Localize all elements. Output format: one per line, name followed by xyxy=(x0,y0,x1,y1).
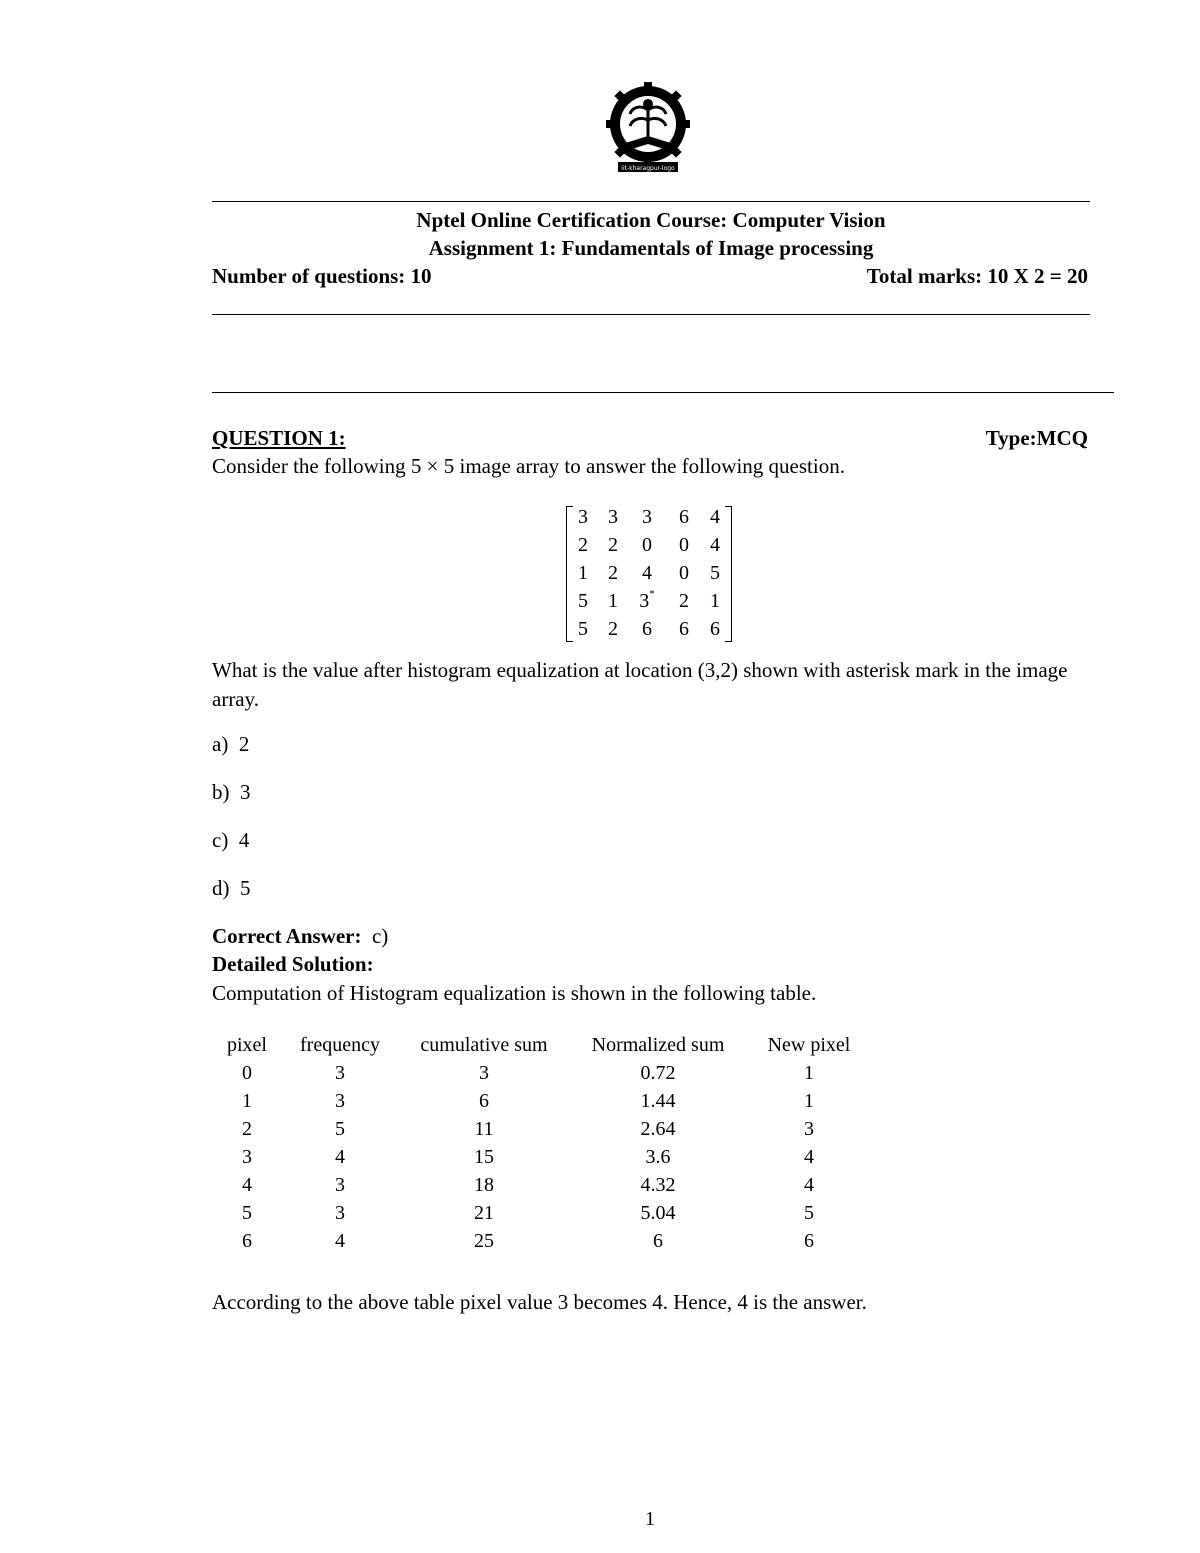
table-cell: 0.72 xyxy=(640,1062,676,1084)
table-header-cell: New pixel xyxy=(767,1034,851,1056)
table-cell: 1.44 xyxy=(640,1090,676,1112)
option-a xyxy=(212,732,249,757)
number-of-questions: Number of questions: 10 xyxy=(212,264,432,288)
correct-answer-value: c) xyxy=(371,924,389,948)
matrix-cell: 4 xyxy=(710,534,720,556)
header-bottom-rule xyxy=(212,314,1090,315)
total-marks: Total marks: 10 X 2 = 20 xyxy=(866,264,1088,288)
table-cell: 15 xyxy=(474,1146,494,1168)
matrix-cell: 0 xyxy=(679,534,689,556)
table-cell: 6 xyxy=(653,1230,663,1252)
matrix-row xyxy=(566,562,732,590)
question-title: QUESTION 1: xyxy=(212,426,346,450)
table-cell: 1 xyxy=(804,1062,814,1084)
matrix-cell-marked xyxy=(632,590,662,613)
table-cell: 1 xyxy=(804,1090,814,1112)
table-row xyxy=(212,1118,912,1146)
table-cell: 18 xyxy=(474,1174,494,1196)
option-c xyxy=(212,828,249,853)
matrix-cell: 0 xyxy=(642,534,652,556)
option-value: 2 xyxy=(238,732,250,756)
matrix-cell: 0 xyxy=(679,562,689,584)
option-label: b) xyxy=(212,780,230,804)
matrix-cell: 1 xyxy=(608,590,618,612)
option-label: d) xyxy=(212,876,230,900)
table-cell: 4 xyxy=(242,1174,252,1196)
table-cell: 3 xyxy=(335,1174,345,1196)
table-cell: 3 xyxy=(479,1062,489,1084)
matrix-cell: 3 xyxy=(642,506,652,528)
table-cell: 0 xyxy=(242,1062,252,1084)
option-value: 4 xyxy=(238,828,250,852)
table-cell: 5.04 xyxy=(640,1202,676,1224)
table-header-cell: pixel xyxy=(227,1034,267,1056)
table-row xyxy=(212,1090,912,1118)
table-cell: 3 xyxy=(335,1202,345,1224)
matrix-cell: 1 xyxy=(578,562,588,584)
question-type: Type:MCQ xyxy=(985,426,1088,450)
assignment-title: Assignment 1: Fundamentals of Image processing xyxy=(428,236,874,260)
table-header-cell: Normalized sum xyxy=(591,1034,725,1056)
question-prompt: What is the value after histogram equalization at location (3,2) shown with asterisk mark in the image array. xyxy=(212,658,1068,711)
table-cell: 5 xyxy=(242,1202,252,1224)
conclusion: According to the above table pixel value 3 becomes 4. Hence, 4 is the answer. xyxy=(212,1290,867,1314)
matrix-cell: 2 xyxy=(608,618,618,640)
matrix-cell: 2 xyxy=(679,590,689,612)
matrix-cell: 5 xyxy=(578,618,588,640)
image-array-matrix xyxy=(566,504,732,642)
solution-intro: Computation of Histogram equalization is shown in the following table. xyxy=(212,981,817,1005)
option-value: 5 xyxy=(240,876,251,900)
matrix-cell: 6 xyxy=(679,618,689,640)
table-cell: 3 xyxy=(242,1146,252,1168)
header-top-rule xyxy=(212,201,1090,202)
matrix-cell: 4 xyxy=(710,506,720,528)
institute-logo-icon xyxy=(600,82,696,174)
page-number: 1 xyxy=(645,1508,655,1530)
table-cell: 21 xyxy=(474,1202,494,1224)
option-label: a) xyxy=(212,732,229,756)
table-cell: 11 xyxy=(474,1118,494,1140)
table-cell: 4 xyxy=(804,1174,814,1196)
matrix-row xyxy=(566,618,732,646)
table-cell: 2.64 xyxy=(640,1118,676,1140)
option-label: c) xyxy=(212,828,229,852)
table-cell: 4 xyxy=(335,1230,345,1252)
question-separator xyxy=(212,392,1114,393)
table-header-cell: cumulative sum xyxy=(420,1034,548,1056)
asterisk-mark: * xyxy=(649,588,655,601)
matrix-cell: 1 xyxy=(710,590,720,612)
matrix-cell-value: 3 xyxy=(639,590,650,612)
option-b xyxy=(212,780,251,805)
table-row xyxy=(212,1146,912,1174)
table-header-row xyxy=(212,1034,912,1062)
matrix-row xyxy=(566,590,732,618)
table-row xyxy=(212,1174,912,1202)
table-cell: 4 xyxy=(335,1146,345,1168)
table-cell: 25 xyxy=(474,1230,494,1252)
table-cell: 4 xyxy=(804,1146,814,1168)
correct-answer-label: Correct Answer: xyxy=(212,924,362,948)
table-cell: 3 xyxy=(335,1090,345,1112)
table-cell: 2 xyxy=(242,1118,252,1140)
table-cell: 5 xyxy=(335,1118,345,1140)
option-value: 3 xyxy=(240,780,251,804)
table-cell: 5 xyxy=(804,1202,814,1224)
matrix-cell: 5 xyxy=(710,562,720,584)
table-cell: 3 xyxy=(335,1062,345,1084)
table-row xyxy=(212,1230,912,1258)
logo-motto: iit-kharagpur-logo xyxy=(621,165,675,172)
table-cell: 6 xyxy=(804,1230,814,1252)
option-d xyxy=(212,876,251,901)
course-title: Nptel Online Certification Course: Computer Vision xyxy=(416,208,886,232)
table-cell: 6 xyxy=(479,1090,489,1112)
table-row xyxy=(212,1202,912,1230)
matrix-cell: 3 xyxy=(578,506,588,528)
table-cell: 4.32 xyxy=(640,1174,676,1196)
table-cell: 1 xyxy=(242,1090,252,1112)
matrix-row xyxy=(566,534,732,562)
table-cell: 3 xyxy=(804,1118,814,1140)
matrix-row xyxy=(566,506,732,534)
matrix-cell: 3 xyxy=(608,506,618,528)
matrix-cell: 4 xyxy=(642,562,652,584)
matrix-cell: 6 xyxy=(679,506,689,528)
table-cell: 6 xyxy=(242,1230,252,1252)
matrix-cell: 6 xyxy=(642,618,652,640)
table-row xyxy=(212,1062,912,1090)
matrix-cell: 2 xyxy=(608,534,618,556)
question-intro: Consider the following 5 × 5 image array to answer the following question. xyxy=(212,454,845,478)
table-header-cell: frequency xyxy=(300,1034,380,1056)
matrix-cell: 5 xyxy=(578,590,588,612)
solution-label: Detailed Solution: xyxy=(212,952,374,976)
correct-answer xyxy=(212,924,388,949)
matrix-cell: 2 xyxy=(578,534,588,556)
table-cell: 3.6 xyxy=(645,1146,671,1168)
matrix-cell: 6 xyxy=(710,618,720,640)
matrix-cell: 2 xyxy=(608,562,618,584)
